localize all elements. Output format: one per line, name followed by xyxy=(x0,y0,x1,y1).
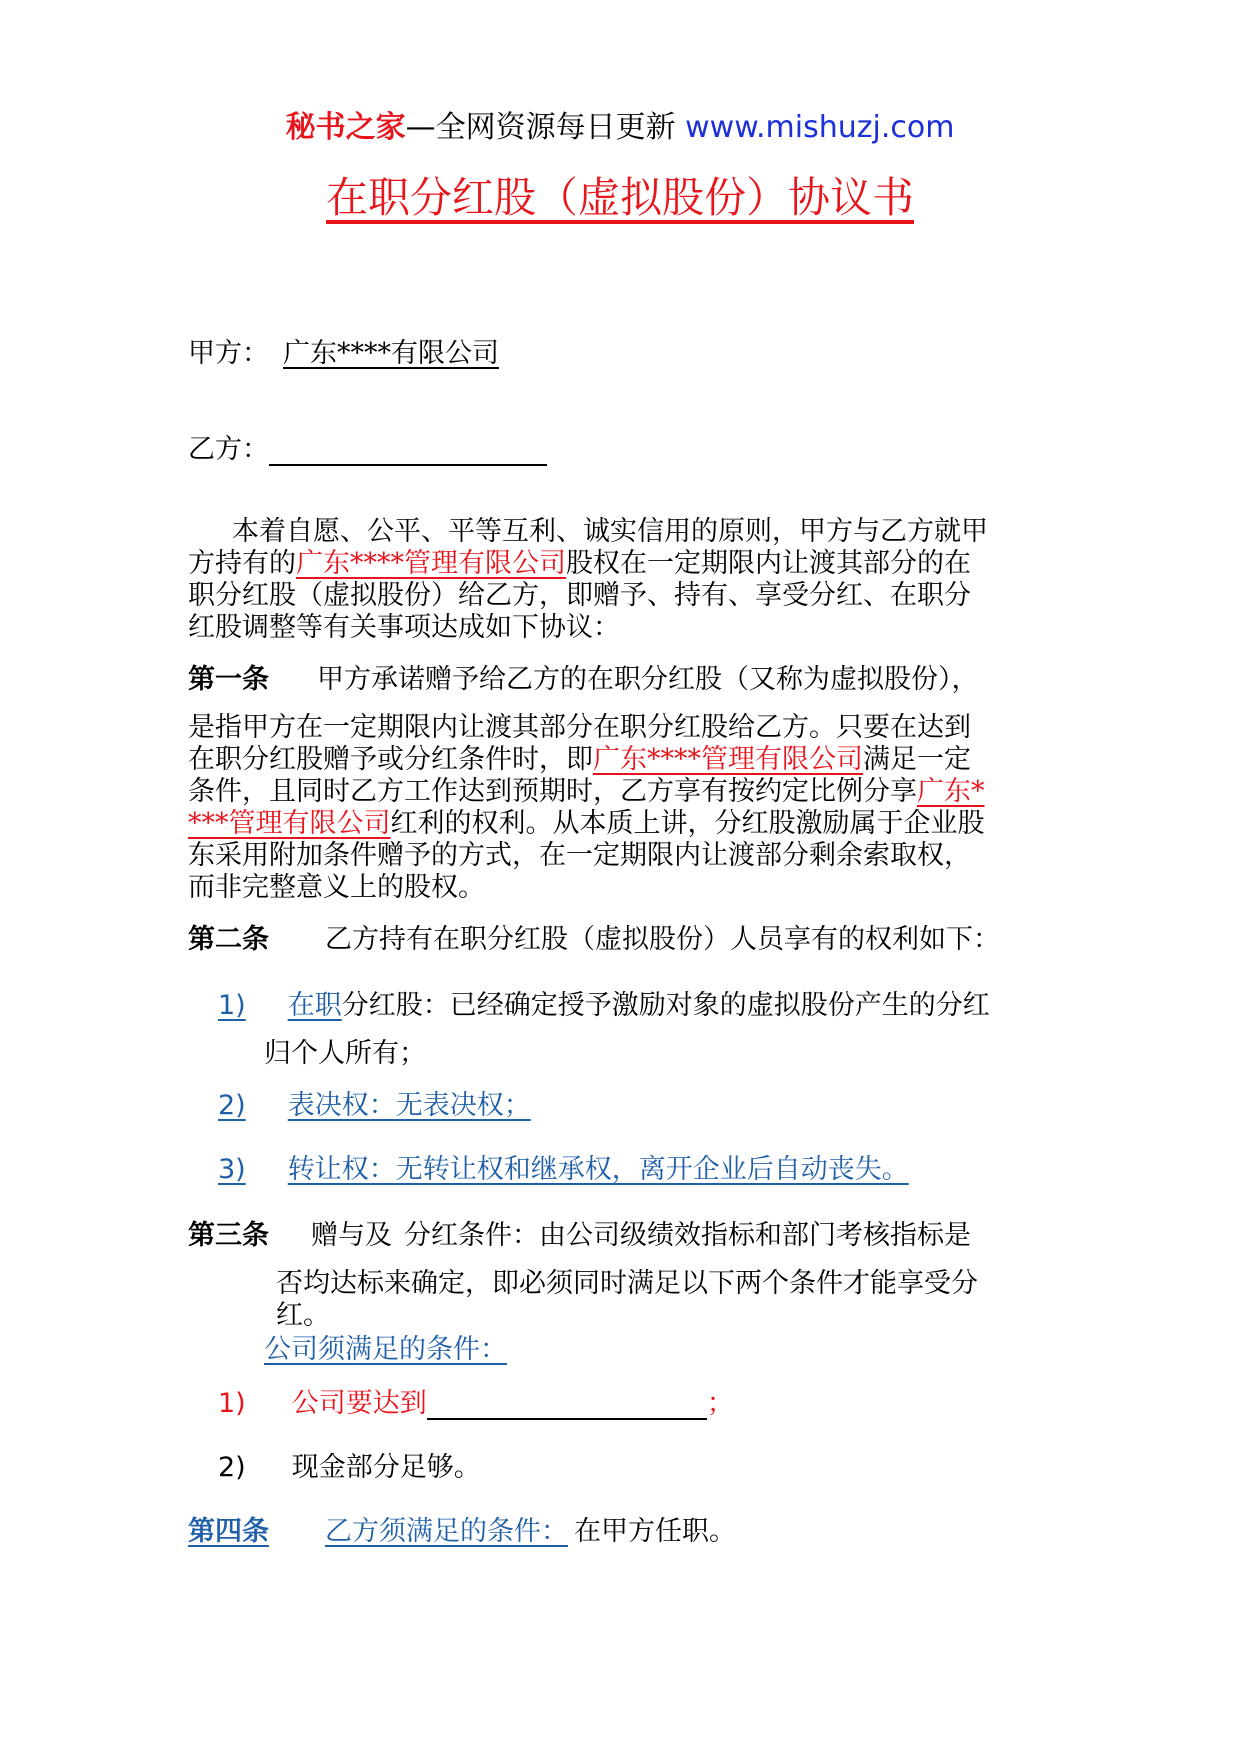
article-1-heading: 第一条 xyxy=(188,664,269,695)
document-title: 在职分红股（虚拟股份）协议书 xyxy=(325,173,914,222)
article-3-first-line xyxy=(188,1220,971,1252)
article-text: 甲方承诺赠予给乙方的在职分红股（又称为虚拟股份）， xyxy=(317,664,979,695)
article-3-item-2 xyxy=(218,1452,481,1484)
article-text: 满足一定 xyxy=(863,744,971,775)
company-name: 广东* xyxy=(917,776,985,807)
article-1-line-4 xyxy=(188,776,985,808)
article-4-rest: 在甲方任职。 xyxy=(574,1516,736,1547)
intro-line-3: 职分红股（虚拟股份）给乙方，即赠予、持有、享受分红、在职分 xyxy=(188,580,971,611)
company-name: 广东****管理有限公司 xyxy=(593,744,863,775)
party-b-label: 乙方： xyxy=(188,434,269,465)
item-text: 现金部分足够。 xyxy=(291,1452,481,1483)
article-3-sub-heading xyxy=(264,1334,517,1366)
list-number: 2) xyxy=(218,1452,246,1483)
company-name: 广东****管理有限公司 xyxy=(296,548,566,579)
party-b-blank xyxy=(269,434,547,466)
article-text: 分红条件：由公司级绩效指标和部门考核指标是 xyxy=(404,1220,971,1251)
article-2-item-1-cont: 归个人所有； xyxy=(264,1038,426,1069)
list-number: 1) xyxy=(218,990,246,1021)
article-1-first-line xyxy=(188,664,979,696)
article-2-item-1 xyxy=(218,990,990,1022)
article-text: 条件，且同时乙方工作达到预期时，乙方享有按约定比例分享 xyxy=(188,776,917,807)
intro-line-1: 本着自愿、公平、平等互利、诚实信用的原则，甲方与乙方就甲 xyxy=(232,516,988,547)
article-3-lead: 赠与及 xyxy=(311,1220,392,1251)
article-2-heading: 第二条 xyxy=(188,924,269,955)
article-2-first-line xyxy=(188,924,1000,956)
item-label: 在职 xyxy=(287,990,342,1021)
article-1-line-7: 而非完整意义上的股权。 xyxy=(188,872,485,903)
party-a-row xyxy=(188,338,517,370)
intro-line-2 xyxy=(188,548,971,580)
intro-line-4: 红股调整等有关事项达成如下协议： xyxy=(188,612,620,643)
article-2-item-3 xyxy=(218,1154,921,1186)
list-number: 1) xyxy=(218,1388,246,1419)
article-2-item-2 xyxy=(218,1090,543,1122)
target-blank xyxy=(427,1390,707,1420)
article-3-line-2: 否均达标来确定，即必须同时满足以下两个条件才能享受分 xyxy=(276,1268,978,1299)
header-slogan: —全网资源每日更新 xyxy=(405,110,676,145)
item-text: 公司要达到 xyxy=(291,1388,427,1419)
article-1-line-3 xyxy=(188,744,971,776)
party-a-label: 甲方： xyxy=(188,338,269,369)
article-text: 乙方持有在职分红股（虚拟股份）人员享有的权利如下： xyxy=(325,924,1000,955)
article-text: 在职分红股赠予或分红条件时，即 xyxy=(188,744,593,775)
site-header xyxy=(0,102,1240,146)
intro-text: 方持有的 xyxy=(188,548,296,579)
party-a-value: 广东****有限公司 xyxy=(283,338,499,369)
article-1-line-2: 是指甲方在一定期限内让渡其部分在职分红股给乙方。只要在达到 xyxy=(188,712,971,743)
article-3-line-3: 红。 xyxy=(276,1300,330,1331)
party-b-row xyxy=(188,434,547,466)
list-number: 2) xyxy=(218,1090,246,1121)
company-name: ***管理有限公司 xyxy=(188,808,391,839)
item-text: 表决权：无表决权； xyxy=(287,1090,531,1121)
item-text: 转让权：无转让权和继承权，离开企业后自动丧失。 xyxy=(287,1154,909,1185)
site-url[interactable]: www.mishuzj.com xyxy=(685,110,955,145)
article-3-heading: 第三条 xyxy=(188,1220,269,1251)
article-1-line-5 xyxy=(188,808,985,840)
item-tail: ； xyxy=(706,1388,734,1419)
article-4-line xyxy=(188,1516,736,1548)
brand-name: 秘书之家 xyxy=(285,110,406,145)
article-1-line-6: 东采用附加条件赠予的方式，在一定期限内让渡部分剩余索取权， xyxy=(188,840,971,871)
sub-heading-text: 公司须满足的条件： xyxy=(264,1334,507,1365)
article-text: 红利的权利。从本质上讲，分红股激励属于企业股 xyxy=(390,808,985,839)
article-4-heading: 第四条 xyxy=(188,1516,269,1547)
item-text: 分红股：已经确定授予激励对象的虚拟股份产生的分红 xyxy=(341,990,990,1021)
article-3-item-1 xyxy=(218,1388,734,1420)
article-4-blue-text: 乙方须满足的条件： xyxy=(325,1516,568,1547)
intro-text: 股权在一定期限内让渡其部分的在 xyxy=(566,548,971,579)
list-number: 3) xyxy=(218,1154,246,1185)
